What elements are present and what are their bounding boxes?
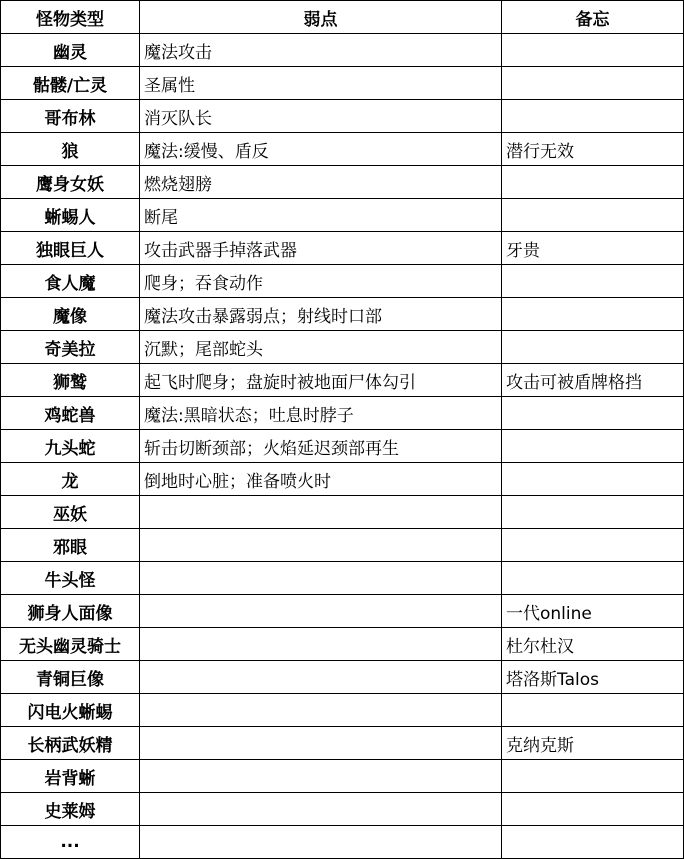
note-cell xyxy=(502,529,684,562)
monster-name-cell: 巫妖 xyxy=(1,496,140,529)
note-cell xyxy=(502,199,684,232)
table-row xyxy=(1,496,684,529)
note-cell: 一代online xyxy=(502,595,684,628)
table-row xyxy=(1,67,684,100)
monster-name-cell: 奇美拉 xyxy=(1,331,140,364)
table-body xyxy=(1,34,684,859)
table-row xyxy=(1,265,684,298)
note-cell xyxy=(502,760,684,793)
note-cell xyxy=(502,67,684,100)
weakness-cell: 起飞时爬身；盘旋时被地面尸体勾引 xyxy=(140,364,502,397)
monster-name-cell: 蜥蜴人 xyxy=(1,199,140,232)
weakness-cell: 倒地时心脏；准备喷火时 xyxy=(140,463,502,496)
monster-name-cell: 邪眼 xyxy=(1,529,140,562)
monster-name-cell: ... xyxy=(1,826,140,859)
monster-name-cell: 哥布林 xyxy=(1,100,140,133)
weakness-cell: 消灭队长 xyxy=(140,100,502,133)
monster-name-cell: 九头蛇 xyxy=(1,430,140,463)
table-row xyxy=(1,133,684,166)
note-cell xyxy=(502,100,684,133)
note-cell xyxy=(502,496,684,529)
note-cell xyxy=(502,562,684,595)
monster-name-cell: 青铜巨像 xyxy=(1,661,140,694)
note-cell: 牙贵 xyxy=(502,232,684,265)
weakness-cell xyxy=(140,595,502,628)
weakness-cell: 魔法:黑暗状态；吐息时脖子 xyxy=(140,397,502,430)
table-row xyxy=(1,100,684,133)
table-row xyxy=(1,199,684,232)
table-row xyxy=(1,826,684,859)
note-cell xyxy=(502,694,684,727)
note-cell xyxy=(502,34,684,67)
weakness-cell xyxy=(140,694,502,727)
weakness-cell xyxy=(140,826,502,859)
monster-name-cell: 狮鹫 xyxy=(1,364,140,397)
weakness-cell xyxy=(140,727,502,760)
note-cell xyxy=(502,826,684,859)
table-row xyxy=(1,364,684,397)
table-row xyxy=(1,34,684,67)
monster-name-cell: 鸡蛇兽 xyxy=(1,397,140,430)
note-cell xyxy=(502,430,684,463)
note-cell xyxy=(502,793,684,826)
monster-name-cell: 狮身人面像 xyxy=(1,595,140,628)
table-row xyxy=(1,298,684,331)
note-cell: 潜行无效 xyxy=(502,133,684,166)
monster-name-cell: 史莱姆 xyxy=(1,793,140,826)
monster-name-cell: 鹰身女妖 xyxy=(1,166,140,199)
weakness-cell: 燃烧翅膀 xyxy=(140,166,502,199)
weakness-cell xyxy=(140,562,502,595)
note-cell: 杜尔杜汉 xyxy=(502,628,684,661)
note-cell: 克纳克斯 xyxy=(502,727,684,760)
header-monster-type: 怪物类型 xyxy=(1,1,140,34)
table-row xyxy=(1,529,684,562)
weakness-cell: 断尾 xyxy=(140,199,502,232)
table-row xyxy=(1,331,684,364)
weakness-cell: 魔法攻击暴露弱点；射线时口部 xyxy=(140,298,502,331)
table-row xyxy=(1,628,684,661)
note-cell xyxy=(502,463,684,496)
note-cell: 塔洛斯Talos xyxy=(502,661,684,694)
monster-name-cell: 独眼巨人 xyxy=(1,232,140,265)
monster-name-cell: 岩背蜥 xyxy=(1,760,140,793)
weakness-cell: 沉默；尾部蛇头 xyxy=(140,331,502,364)
weakness-cell xyxy=(140,529,502,562)
weakness-cell: 攻击武器手掉落武器 xyxy=(140,232,502,265)
table-row xyxy=(1,430,684,463)
weakness-cell: 魔法:缓慢、盾反 xyxy=(140,133,502,166)
note-cell xyxy=(502,331,684,364)
note-cell: 攻击可被盾牌格挡 xyxy=(502,364,684,397)
table-row xyxy=(1,661,684,694)
note-cell xyxy=(502,265,684,298)
weakness-cell: 魔法攻击 xyxy=(140,34,502,67)
note-cell xyxy=(502,166,684,199)
weakness-cell: 斩击切断颈部；火焰延迟颈部再生 xyxy=(140,430,502,463)
table-row xyxy=(1,595,684,628)
weakness-cell xyxy=(140,496,502,529)
table-row xyxy=(1,397,684,430)
weakness-cell xyxy=(140,793,502,826)
header-note: 备忘 xyxy=(502,1,684,34)
monster-name-cell: 幽灵 xyxy=(1,34,140,67)
note-cell xyxy=(502,298,684,331)
weakness-cell xyxy=(140,661,502,694)
table-row xyxy=(1,232,684,265)
monster-name-cell: 闪电火蜥蜴 xyxy=(1,694,140,727)
table-row xyxy=(1,463,684,496)
monster-name-cell: 牛头怪 xyxy=(1,562,140,595)
header-weakness: 弱点 xyxy=(140,1,502,34)
weakness-cell: 圣属性 xyxy=(140,67,502,100)
weakness-cell xyxy=(140,760,502,793)
monster-name-cell: 无头幽灵骑士 xyxy=(1,628,140,661)
table-row xyxy=(1,562,684,595)
table-row xyxy=(1,793,684,826)
weakness-cell: 爬身；吞食动作 xyxy=(140,265,502,298)
table-row xyxy=(1,694,684,727)
header-row xyxy=(1,1,684,34)
monster-name-cell: 食人魔 xyxy=(1,265,140,298)
monster-name-cell: 狼 xyxy=(1,133,140,166)
table-row xyxy=(1,760,684,793)
weakness-cell xyxy=(140,628,502,661)
table-row xyxy=(1,727,684,760)
monster-name-cell: 长柄武妖精 xyxy=(1,727,140,760)
table-row xyxy=(1,166,684,199)
monster-name-cell: 骷髅/亡灵 xyxy=(1,67,140,100)
note-cell xyxy=(502,397,684,430)
monster-name-cell: 龙 xyxy=(1,463,140,496)
monster-name-cell: 魔像 xyxy=(1,298,140,331)
